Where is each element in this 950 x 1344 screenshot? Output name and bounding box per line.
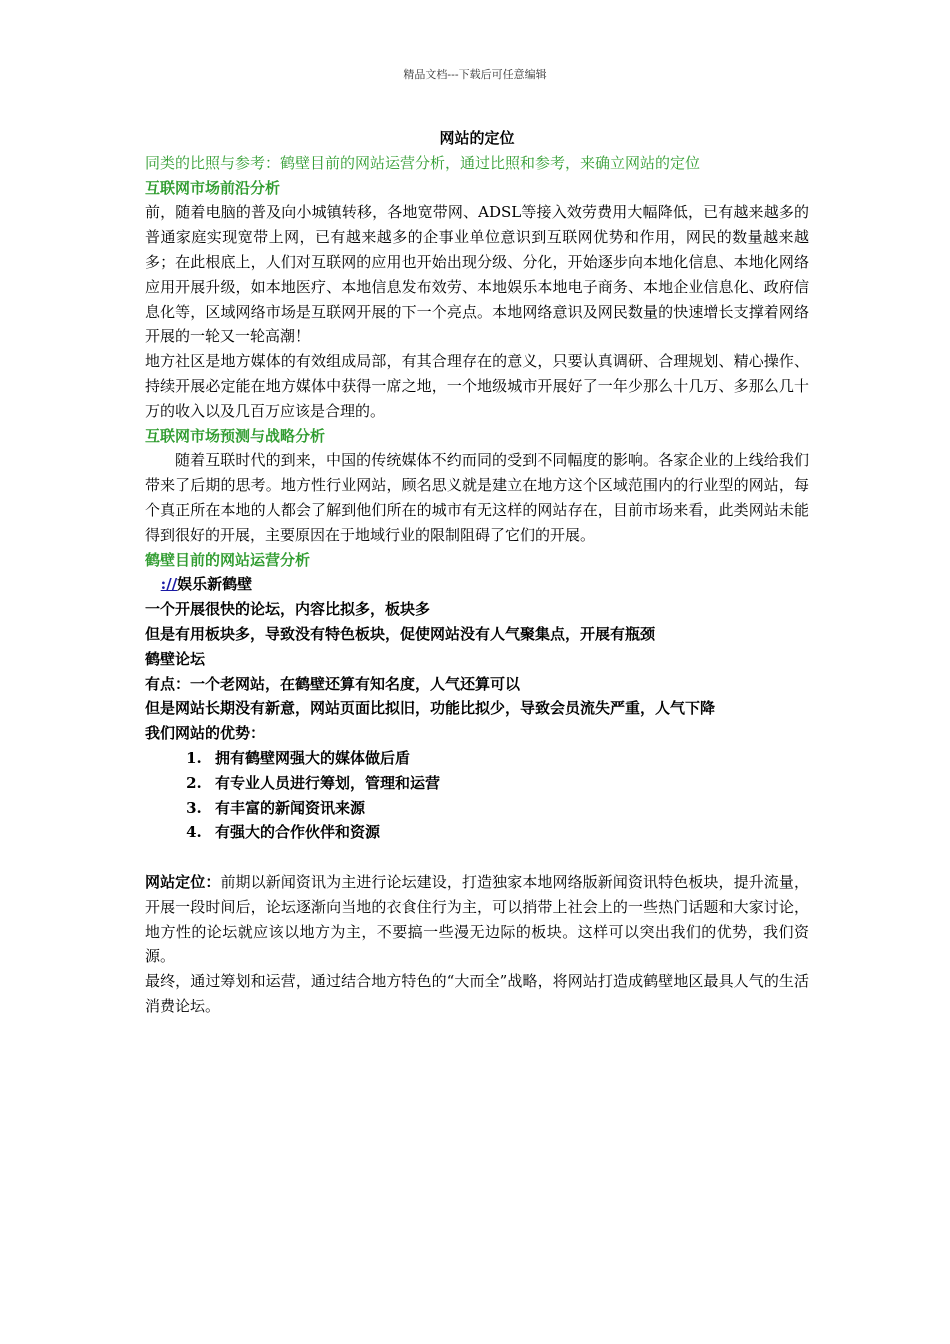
site2-con: 但是网站长期没有新意，网站页面比拟旧，功能比拟少，导致会员流失严重，人气下降 xyxy=(145,699,716,718)
advantage-item: 2. 有专业人员进行筹划，管理和运营 xyxy=(207,771,809,796)
paragraph-forecast: 随着互联时代的到来，中国的传统媒体不约而同的受到不同幅度的影响。各家企业的上线给我们带来了后期的思考。地方性行业网站，顾名思义就是建立在地方这个区域范围内的行业型的网站，每个真正所在本地的人都会了解到他们所在的城市有无这样的网站存在，目前市场来看，此类网站未能得到很好的开展，主要原因在于地域行业的限制阻碍了它们的开展。 xyxy=(145,451,809,544)
site1-pro: 一个开展很快的论坛，内容比拟多，板块多 xyxy=(145,600,431,619)
paragraph-frontier-2: 地方社区是地方媒体的有效组成局部，有其合理存在的意义，只要认真调研、合理规划、精心操作、持续开展必定能在地方媒体中获得一席之地，一个地级城市开展好了一年少那么十几万、多那么几十万的收入以及几百万应该是合理的。 xyxy=(145,352,809,420)
site1-con: 但是有用板块多，导致没有特色板块，促使网站没有人气聚集点，开展有瓶颈 xyxy=(145,624,656,643)
section-heading-forecast: 互联网市场预测与战略分析 xyxy=(145,426,326,445)
page-header: 精品文档---下载后可任意编辑 xyxy=(403,68,547,81)
spacer xyxy=(145,845,809,870)
section-heading-frontier: 互联网市场前沿分析 xyxy=(145,178,281,197)
paragraph-frontier-1: 前，随着电脑的普及向小城镇转移，各地宽带网、ADSL等接入效劳费用大幅降低，已有越来越多的普通家庭实现宽带上网，已有越来越多的企事业单位意识到互联网优势和作用，网民的数量越来越多；在此根底上，人们对互联网的应用也开始出现分级、分化，开始逐步向本地化信息、本地化网络应用开展升级，如本地医疗、本地信息发布效劳、本地娱乐本地电子商务、本地企业信息化、政府信息化等，区域网络市场是互联网开展的下一个亮点。本地网络意识及网民数量的快速增长支撑着网络开展的一轮又一轮高潮！ xyxy=(145,203,809,346)
document-body xyxy=(145,126,809,1019)
site2-pro: 有点：一个老网站，在鹤壁还算有知名度，人气还算可以 xyxy=(145,674,521,693)
document-title: 网站的定位 xyxy=(439,129,515,147)
advantages-label: 我们网站的优势： xyxy=(145,724,266,743)
advantage-item: 4. 有强大的合作伙伴和资源 xyxy=(207,820,809,845)
site1-line xyxy=(145,572,809,597)
positioning-label: 网站定位： xyxy=(145,872,221,891)
section-heading-analysis: 鹤壁目前的网站运营分析 xyxy=(145,550,311,569)
site2-name: 鹤壁论坛 xyxy=(145,649,206,668)
site1-link[interactable]: :// xyxy=(160,575,178,594)
positioning-paragraph xyxy=(145,870,809,969)
final-paragraph: 最终，通过筹划和运营，通过结合地方特色的“大而全”战略，将网站打造成鹤壁地区最具人气的生活消费论坛。 xyxy=(145,972,809,1015)
site1-name: 娱乐新鹤壁 xyxy=(177,575,253,594)
advantage-item: 3. 有丰富的新闻资讯来源 xyxy=(207,796,809,821)
advantage-item: 1. 拥有鹤壁网强大的媒体做后盾 xyxy=(207,746,809,771)
intro-line: 同类的比照与参考：鹤壁目前的网站运营分析，通过比照和参考，来确立网站的定位 xyxy=(145,153,701,172)
advantages-list xyxy=(145,746,809,845)
positioning-text: 前期以新闻资讯为主进行论坛建设，打造独家本地网络版新闻资讯特色板块，提升流量，开展一段时间后，论坛逐渐向当地的衣食住行为主，可以捎带上社会上的一些热门话题和大家讨论，地方性的论坛就应该以地方为主，不要搞一些漫无边际的板块。这样可以突出我们的优势，我们资源。 xyxy=(145,872,809,966)
